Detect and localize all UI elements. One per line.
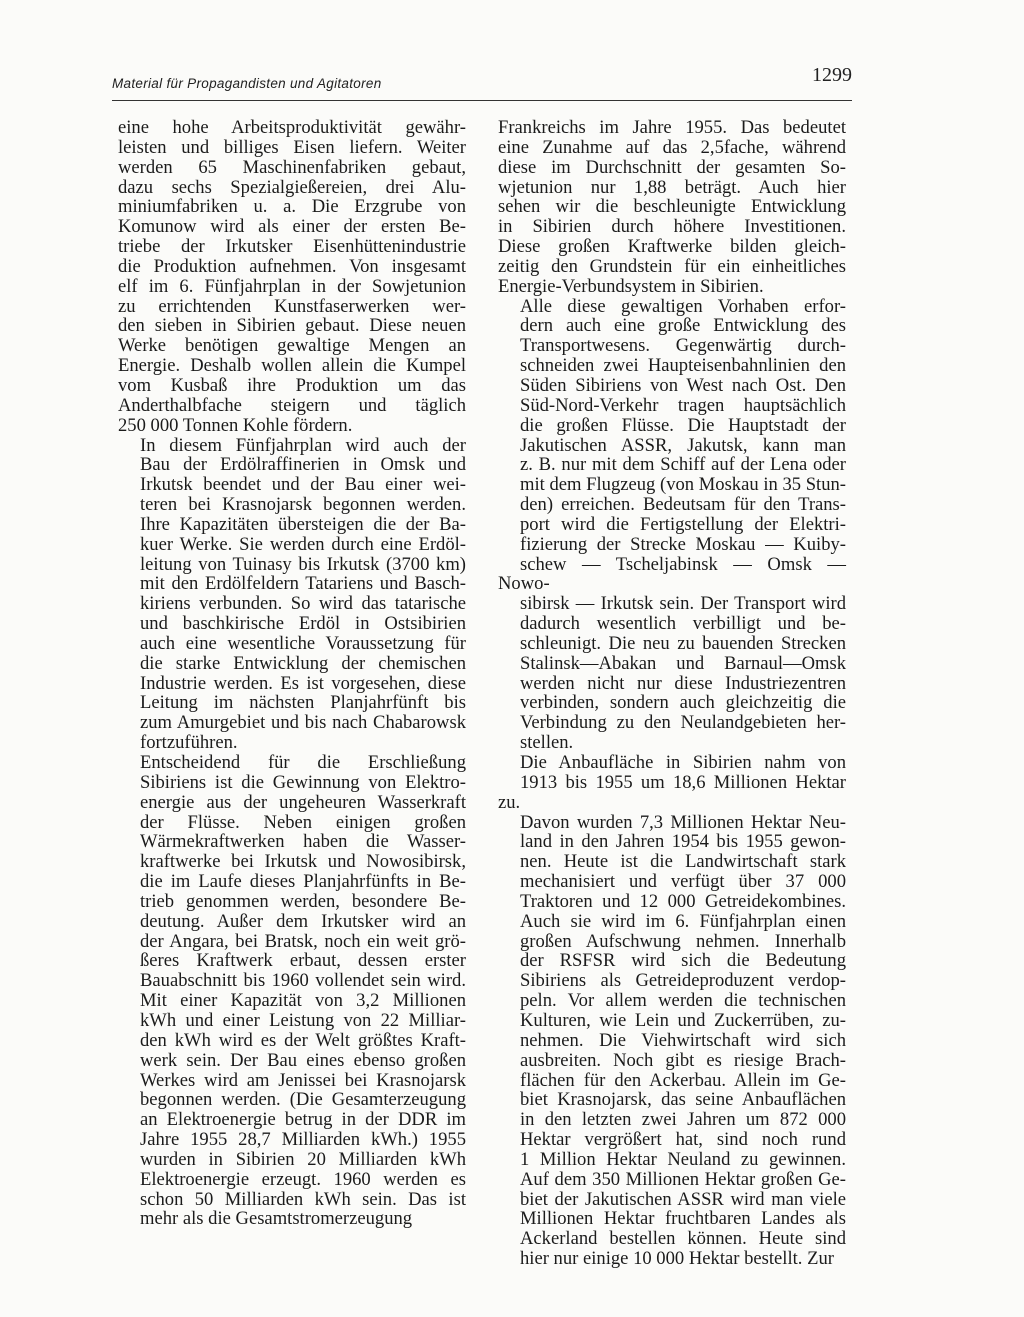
- text-line: Sibiriens als Getreideproduzent verdop-: [520, 970, 846, 992]
- text-line: Mit einer Kapazität von 3,2 Millionen: [140, 990, 466, 1012]
- text-line: Energie-Verbundsystem in Sibirien.: [498, 275, 764, 297]
- text-line: deutung. Außer dem Irkutsker wird an: [140, 910, 466, 932]
- text-line: zeitig den Grundstein für ein einheitliches: [498, 255, 846, 277]
- text-line: Wärmekraftwerken haben die Wasser-: [140, 831, 466, 853]
- text-line: Jakutischen ASSR, Jakutsk, kann man: [520, 434, 846, 456]
- text-line: werden 65 Maschinenfabriken gebaut,: [118, 156, 466, 178]
- text-line: schew — Tscheljabinsk — Omsk — Nowo-: [498, 553, 846, 595]
- text-line: kuer Werke. Sie werden durch eine Erdöl-: [140, 533, 466, 555]
- text-line: elf im 6. Fünfjahrplan in der Sowjetunion: [118, 275, 466, 297]
- text-line: miniumfabriken u. a. Die Erzgrube von: [118, 196, 466, 218]
- text-line: in Sibirien durch höhere Investitionen.: [498, 216, 846, 238]
- text-line: 1913 bis 1955 um 18,6 Millionen Hektar zu.: [498, 771, 846, 813]
- text-line: land in den Jahren 1954 bis 1955 gewon-: [520, 831, 846, 853]
- text-line: Leitung im nächsten Planjahrfünft bis: [140, 692, 466, 714]
- text-line: Elektroenergie erzeugt. 1960 werden es: [140, 1168, 466, 1190]
- text-line: Davon wurden 7,3 Millionen Hektar Neu-: [520, 811, 846, 833]
- text-line: zu errichtenden Kunstfaserwerken wer-: [118, 295, 466, 317]
- text-line: nehmen. Die Viehwirtschaft wird sich: [520, 1029, 846, 1051]
- text-line: dazu sechs Spezialgießereien, drei Alu-: [118, 176, 466, 198]
- text-line: hier nur einige 10 000 Hektar bestellt. Zur: [520, 1248, 834, 1270]
- text-line: fortzuführen.: [140, 732, 238, 754]
- text-line: kWh und einer Leistung von 22 Milliar-: [140, 1009, 466, 1031]
- text-line: Kulturen, wie Lein und Zuckerrüben, zu-: [520, 1009, 846, 1031]
- text-line: sehen wir die beschleunigte Entwicklung: [498, 196, 846, 218]
- text-line: Hektar vergrößert hat, sind noch rund: [520, 1129, 846, 1151]
- paragraph: [118, 118, 466, 436]
- text-line: zum Amurgebiet und bis nach Chabarowsk: [140, 712, 466, 734]
- text-line: werden nicht nur diese Industriezentren: [520, 672, 846, 694]
- text-line: eine Zunahme auf das 2,5fache, während: [498, 136, 846, 158]
- text-line: 1 Million Hektar Neuland zu gewinnen.: [520, 1148, 846, 1170]
- text-line: peln. Vor allem werden die technischen: [520, 990, 846, 1012]
- text-line: Werke benötigen gewaltige Mengen an: [118, 335, 466, 357]
- text-line: Bauabschnitt bis 1960 vollendet sein wird.: [140, 970, 466, 992]
- text-line: ßeres Kraftwerk erbaut, dessen erster: [140, 950, 466, 972]
- text-line: kiriens verbunden. So wird das tatarische: [140, 593, 466, 615]
- text-line: teren bei Krasnojarsk begonnen werden.: [140, 494, 466, 516]
- text-line: eine hohe Arbeitsproduktivität gewähr-: [118, 117, 466, 138]
- text-line: Diese großen Kraftwerke bilden gleich-: [498, 236, 846, 258]
- text-line: wurden in Sibirien 20 Milliarden kWh: [140, 1148, 466, 1170]
- text-line: Die Anbaufläche in Sibirien nahm von: [520, 752, 846, 773]
- text-line: Ihre Kapazitäten übersteigen die der Ba-: [140, 513, 466, 535]
- text-line: in den letzten zwei Jahren um 872 000: [520, 1109, 846, 1131]
- text-line: diese im Durchschnitt der gesamten So-: [498, 156, 846, 178]
- text-line: vom Kusbaß ihre Produktion um das: [118, 374, 466, 396]
- text-line: mit den Erdölfeldern Tatariens und Basch-: [140, 573, 466, 595]
- text-line: Anderthalbfache steigern und täglich: [118, 394, 466, 416]
- text-line: der RSFSR wird sich die Bedeutung: [520, 950, 846, 972]
- text-line: Entscheidend für die Erschließung: [140, 752, 466, 773]
- text-line: den) erreichen. Bedeutsam für den Trans-: [520, 494, 846, 516]
- right-column: [498, 118, 846, 1269]
- text-line: Auch sie wird im 6. Fünfjahrplan einen: [520, 910, 846, 932]
- text-line: die im Laufe dieses Planjahrfünfts in Be-: [140, 871, 466, 893]
- text-line: leitung von Tuinasy bis Irkutsk (3700 km): [140, 553, 466, 575]
- text-line: den kWh wird es der Welt größtes Kraft-: [140, 1029, 466, 1051]
- text-line: dern auch eine große Entwicklung des: [520, 315, 846, 337]
- text-line: sibirsk — Irkutsk sein. Der Transport wird: [520, 593, 846, 615]
- text-line: Süden Sibiriens von West nach Ost. Den: [520, 374, 846, 396]
- text-line: mit dem Flugzeug (von Moskau in 35 Stun-: [520, 474, 846, 496]
- text-line: auch eine wesentliche Voraussetzung für: [140, 632, 466, 654]
- text-line: energie aus der ungeheuren Wasserkraft: [140, 791, 466, 813]
- text-line: port wird die Fertigstellung der Elektri-: [520, 513, 846, 535]
- text-line: flächen für den Ackerbau. Allein im Ge-: [520, 1069, 846, 1091]
- text-line: werk sein. Der Bau eines ebenso großen: [140, 1049, 466, 1071]
- paragraph: [118, 436, 466, 754]
- text-line: Sibiriens ist die Gewinnung von Elektro-: [140, 771, 466, 793]
- text-line: großen Aufschwung nehmen. Innerhalb: [520, 930, 846, 952]
- text-line: z. B. nur mit dem Schiff auf der Lena oder: [520, 454, 846, 476]
- text-line: die starke Entwicklung der chemischen: [140, 652, 466, 674]
- text-line: an Elektroenergie betrug in der DDR im: [140, 1109, 466, 1131]
- page-number: 1299: [812, 64, 852, 86]
- paragraph: [498, 297, 846, 753]
- text-line: verbinden, sondern auch gleichzeitig die: [520, 692, 846, 714]
- text-line: ausbreiten. Noch gibt es riesige Brach-: [520, 1049, 846, 1071]
- text-line: In diesem Fünfjahrplan wird auch der: [140, 434, 466, 456]
- text-line: begonnen werden. (Die Gesamterzeugung: [140, 1089, 466, 1111]
- text-line: Bau der Erdölraffinerien in Omsk und: [140, 454, 466, 476]
- text-line: Energie. Deshalb wollen allein die Kumpel: [118, 355, 466, 377]
- text-line: Süd-Nord-Verkehr tragen hauptsächlich: [520, 394, 846, 416]
- text-line: 250 000 Tonnen Kohle fördern.: [118, 414, 353, 436]
- text-line: und baschkirische Erdöl in Ostsibirien: [140, 613, 466, 635]
- text-line: Millionen Hektar fruchtbaren Landes als: [520, 1208, 846, 1230]
- text-line: wjetunion nur 1,88 beträgt. Auch hier: [498, 176, 846, 198]
- text-line: der Flüsse. Neben einigen großen: [140, 811, 466, 833]
- text-line: Werkes wird am Jenissei bei Krasnojarsk: [140, 1069, 466, 1091]
- text-line: Verbindung zu den Neulandgebieten her-: [520, 712, 846, 734]
- text-line: schon 50 Milliarden kWh sein. Das ist: [140, 1188, 466, 1210]
- paragraph: [498, 753, 846, 1269]
- text-line: mehr als die Gesamtstromerzeugung: [140, 1208, 413, 1230]
- text-line: die Produktion aufnehmen. Von insgesamt: [118, 255, 466, 277]
- text-line: dadurch wesentlich verbilligt und be-: [520, 613, 846, 635]
- text-line: schleunigt. Die neu zu bauenden Strecken: [520, 632, 846, 654]
- text-line: Traktoren und 12 000 Getreidekombines.: [520, 890, 846, 912]
- text-line: Frankreichs im Jahre 1955. Das bedeutet: [498, 117, 846, 138]
- text-line: stellen.: [520, 732, 574, 754]
- running-head: Material für Propagandisten und Agitatoren: [112, 76, 382, 91]
- text-line: biet der Jakutischen ASSR wird man viele: [520, 1188, 846, 1210]
- text-line: Irkutsk beendet und der Bau einer wei-: [140, 474, 466, 496]
- paragraph: [498, 118, 846, 297]
- text-line: Transportwesens. Gegenwärtig durch-: [520, 335, 846, 357]
- text-line: kraftwerke bei Irkutsk und Nowosibirsk,: [140, 851, 466, 873]
- text-line: schneiden zwei Haupteisenbahnlinien den: [520, 355, 846, 377]
- text-line: den sieben in Sibirien gebaut. Diese neuen: [118, 315, 466, 337]
- text-line: Auf dem 350 Millionen Hektar großen Ge-: [520, 1168, 846, 1190]
- text-line: Komunow wird als einer der ersten Be-: [118, 216, 466, 238]
- paragraph: [118, 753, 466, 1229]
- text-line: triebe der Irkutsker Eisenhüttenindustrie: [118, 236, 466, 258]
- text-line: Jahre 1955 28,7 Milliarden kWh.) 1955: [140, 1129, 466, 1151]
- text-line: nen. Heute ist die Landwirtschaft stark: [520, 851, 846, 873]
- text-line: Ackerland bestellen können. Heute sind: [520, 1228, 846, 1250]
- text-line: trieb genommen werden, besondere Be-: [140, 890, 466, 912]
- text-line: die großen Flüsse. Die Hauptstadt der: [520, 414, 846, 436]
- text-line: fizierung der Strecke Moskau — Kuiby-: [520, 533, 846, 555]
- text-line: leisten und billiges Eisen liefern. Weiter: [118, 136, 466, 158]
- left-column: [118, 118, 466, 1229]
- text-line: mechanisiert und verfügt über 37 000: [520, 871, 846, 893]
- text-line: Industrie werden. Es ist vorgesehen, diese: [140, 672, 466, 694]
- text-line: Alle diese gewaltigen Vorhaben erfor-: [520, 295, 846, 317]
- text-line: biet Krasnojarsk, das seine Anbauflächen: [520, 1089, 846, 1111]
- text-line: Stalinsk—Abakan und Barnaul—Omsk: [520, 652, 846, 674]
- text-line: der Angara, bei Bratsk, noch ein weit grö-: [140, 930, 466, 952]
- header-rule: [112, 100, 852, 101]
